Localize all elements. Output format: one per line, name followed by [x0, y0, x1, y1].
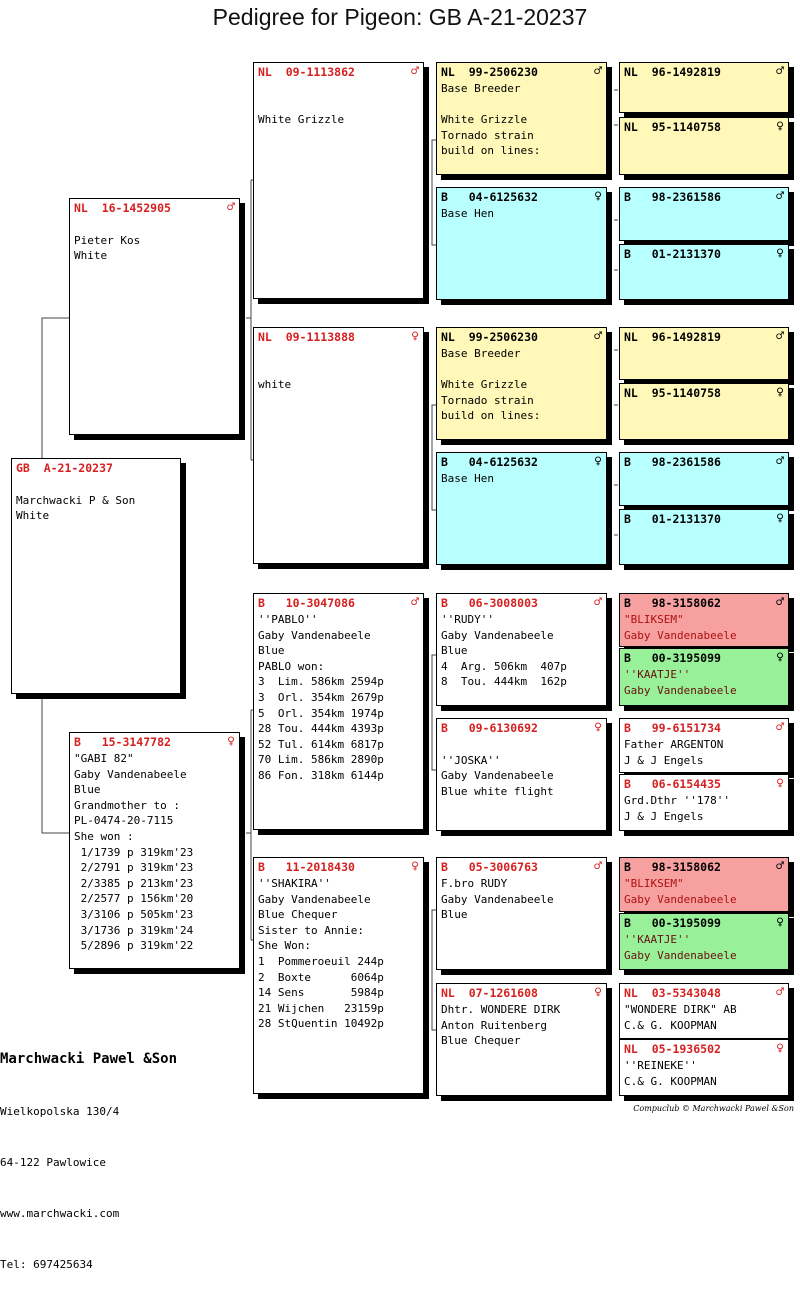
female-icon: ♀: [594, 454, 602, 469]
male-icon: ♂: [776, 859, 784, 874]
card-details: ''KAATJE'' Gaby Vandenabeele: [624, 668, 737, 697]
ring-number: GB A-21-20237: [16, 461, 113, 475]
pedigree-card-gen4-8[interactable]: [619, 509, 789, 565]
pedigree-card-subject[interactable]: [11, 458, 181, 694]
female-icon: ♀: [227, 734, 235, 749]
card-details: "BLIKSEM" Gaby Vandenabeele: [624, 613, 737, 642]
female-icon: ♀: [411, 329, 419, 344]
ring-number: B 06-3008003 ♂: [441, 595, 602, 610]
ring-number: NL 03-5343048 ♂: [624, 985, 784, 1000]
pedigree-card-gen3-5[interactable]: [436, 593, 607, 706]
male-icon: ♂: [776, 720, 784, 735]
card-details: ''REINEKE'' C.& G. KOOPMAN: [624, 1059, 717, 1088]
male-icon: ♂: [594, 329, 602, 344]
ring-number: NL 95-1140758 ♀: [624, 119, 784, 134]
pedigree-card-gen4-13[interactable]: [619, 857, 789, 912]
owner-info: [0, 1015, 177, 1290]
ring-number: B 98-3158062 ♂: [624, 595, 784, 610]
ring-number: B 00-3195099 ♀: [624, 915, 784, 930]
pedigree-card-gen4-1[interactable]: [619, 62, 789, 113]
pedigree-card-sire-sire[interactable]: [253, 62, 424, 299]
female-icon: ♀: [776, 511, 784, 526]
male-icon: ♂: [776, 189, 784, 204]
pedigree-card-gen4-16[interactable]: [619, 1039, 789, 1096]
ring-number: NL 09-1113862 ♂: [258, 64, 419, 79]
card-details: ''KAATJE'' Gaby Vandenabeele: [624, 933, 737, 962]
card-details: White Grizzle: [258, 113, 345, 127]
male-icon: ♂: [227, 200, 235, 215]
pedigree-card-dam-sire[interactable]: [253, 593, 424, 830]
pedigree-card-gen3-3[interactable]: [436, 327, 607, 440]
card-details: Base Hen: [441, 207, 494, 220]
male-icon: ♂: [776, 64, 784, 79]
owner-address-line: 64-122 Pawlowice: [0, 1156, 106, 1169]
card-details: "WONDERE DIRK" AB C.& G. KOOPMAN: [624, 1003, 737, 1032]
card-details: ''SHAKIRA'' Gaby Vandenabeele Blue Chequer Sister to Annie: She Won: 1 Pommeroeuil 244p 2 Boxte 6064p 14 Sens 5984p 21 Wijchen 23159p 28 StQuentin 10492p: [258, 877, 384, 1031]
page-title: Pedigree for Pigeon: GB A-21-20237: [212, 4, 588, 30]
male-icon: ♂: [594, 64, 602, 79]
card-details: "BLIKSEM" Gaby Vandenabeele: [624, 877, 737, 906]
female-icon: ♀: [594, 189, 602, 204]
pedigree-card-gen4-7[interactable]: [619, 452, 789, 506]
pedigree-card-gen4-5[interactable]: [619, 327, 789, 380]
male-icon: ♂: [776, 595, 784, 610]
male-icon: ♂: [411, 595, 419, 610]
pedigree-card-gen3-6[interactable]: [436, 718, 607, 831]
female-icon: ♀: [776, 915, 784, 930]
card-details: ''JOSKA'' Gaby Vandenabeele Blue white flight: [441, 753, 554, 798]
card-details: Father ARGENTON J & J Engels: [624, 738, 724, 767]
card-details: ''PABLO'' Gaby Vandenabeele Blue PABLO won: 3 Lim. 586km 2594p 3 Orl. 354km 2679p 5 Orl. 354km 1974p 28 Tou. 444km 4393p 52 Tul. 614km 6817p 70 Lim. 586km 2890p 86 Fon. 318km 6144p: [258, 613, 384, 782]
male-icon: ♂: [776, 329, 784, 344]
female-icon: ♀: [594, 720, 602, 735]
male-icon: ♂: [594, 859, 602, 874]
female-icon: ♀: [776, 385, 784, 400]
ring-number: B 04-6125632 ♀: [441, 189, 602, 204]
ring-number: NL 99-2506230 ♂: [441, 64, 602, 79]
female-icon: ♀: [776, 650, 784, 665]
ring-number: NL 96-1492819 ♂: [624, 329, 784, 344]
card-details: Marchwacki P & Son White: [16, 493, 136, 523]
owner-address-line: Wielkopolska 130/4: [0, 1105, 120, 1118]
pedigree-card-dam-dam[interactable]: [253, 857, 424, 1094]
ring-number: NL 09-1113888 ♀: [258, 329, 419, 344]
female-icon: ♀: [594, 985, 602, 1000]
ring-number: B 98-3158062 ♂: [624, 859, 784, 874]
ring-number: B 11-2018430 ♀: [258, 859, 419, 874]
ring-number: NL 96-1492819 ♂: [624, 64, 784, 79]
owner-name: Marchwacki Pawel &Son: [0, 1051, 178, 1067]
ring-number: B 00-3195099 ♀: [624, 650, 784, 665]
ring-number: B 15-3147782 ♀: [74, 734, 235, 749]
ring-number: B 04-6125632 ♀: [441, 454, 602, 469]
card-details: Base Hen: [441, 472, 494, 485]
ring-number: B 09-6130692 ♀: [441, 720, 602, 735]
male-icon: ♂: [411, 64, 419, 79]
owner-phone: Tel: 697425634: [0, 1258, 93, 1271]
male-icon: ♂: [776, 454, 784, 469]
pedigree-card-gen3-2[interactable]: [436, 187, 607, 300]
female-icon: ♀: [776, 119, 784, 134]
ring-number: NL 99-2506230 ♂: [441, 329, 602, 344]
pedigree-card-gen4-3[interactable]: [619, 187, 789, 241]
card-details: ''RUDY'' Gaby Vandenabeele Blue 4 Arg. 506km 407p 8 Tou. 444km 162p: [441, 613, 567, 689]
ring-number: B 98-2361586 ♂: [624, 189, 784, 204]
pedigree-card-gen3-1[interactable]: [436, 62, 607, 175]
pedigree-card-gen4-11[interactable]: [619, 718, 789, 773]
ring-number: NL 07-1261608 ♀: [441, 985, 602, 1000]
pedigree-card-dam[interactable]: [69, 732, 240, 969]
card-details: Base Breeder White Grizzle Tornado strain build on lines:: [441, 82, 541, 158]
ring-number: B 98-2361586 ♂: [624, 454, 784, 469]
card-details: F.bro RUDY Gaby Vandenabeele Blue: [441, 877, 554, 922]
female-icon: ♀: [411, 859, 419, 874]
card-details: white: [258, 378, 292, 392]
pedigree-card-gen4-4[interactable]: [619, 244, 789, 300]
ring-number: B 06-6154435 ♀: [624, 776, 784, 791]
copyright-footer: Compuclub © Marchwacki Pawel &Son: [633, 1104, 794, 1113]
pedigree-card-gen4-14[interactable]: [619, 913, 789, 970]
ring-number: B 05-3006763 ♂: [441, 859, 602, 874]
male-icon: ♂: [594, 595, 602, 610]
ring-number: B 01-2131370 ♀: [624, 511, 784, 526]
pedigree-card-gen4-9[interactable]: [619, 593, 789, 647]
pedigree-card-gen3-4[interactable]: [436, 452, 607, 565]
female-icon: ♀: [776, 776, 784, 791]
card-details: Grd.Dthr ''178'' J & J Engels: [624, 794, 730, 823]
card-details: Dhtr. WONDERE DIRK Anton Ruitenberg Blue Chequer: [441, 1003, 561, 1048]
pedigree-card-gen4-6[interactable]: [619, 383, 789, 440]
card-details: Base Breeder White Grizzle Tornado strain build on lines:: [441, 347, 541, 423]
owner-website[interactable]: www.marchwacki.com: [0, 1207, 120, 1220]
pedigree-card-gen4-15[interactable]: [619, 983, 789, 1039]
pedigree-card-gen4-10[interactable]: [619, 648, 789, 706]
card-details: Pieter Kos White: [74, 233, 141, 263]
pedigree-card-gen3-7[interactable]: [436, 857, 607, 970]
ring-number: B 10-3047086 ♂: [258, 595, 419, 610]
card-details: "GABI 82" Gaby Vandenabeele Blue Grandmother to : PL-0474-20-7115 She won : 1/1739 p 319km'23 2/2791 p 319km'23 2/3385 p 213km'23 2/2577 p 156km'20 3/3106 p 505km'23 3/1736 p 319km'24 5/2896 p 319km'22: [74, 752, 194, 953]
female-icon: ♀: [776, 246, 784, 261]
ring-number: NL 05-1936502 ♀: [624, 1041, 784, 1056]
pedigree-card-gen4-2[interactable]: [619, 117, 789, 175]
male-icon: ♂: [776, 985, 784, 1000]
pedigree-card-sire[interactable]: [69, 198, 240, 435]
ring-number: NL 16-1452905 ♂: [74, 200, 235, 215]
ring-number: B 99-6151734 ♂: [624, 720, 784, 735]
pedigree-card-gen4-12[interactable]: [619, 774, 789, 831]
ring-number: B 01-2131370 ♀: [624, 246, 784, 261]
female-icon: ♀: [776, 1041, 784, 1056]
ring-number: NL 95-1140758 ♀: [624, 385, 784, 400]
pedigree-card-sire-dam[interactable]: [253, 327, 424, 564]
pedigree-card-gen3-8[interactable]: [436, 983, 607, 1096]
